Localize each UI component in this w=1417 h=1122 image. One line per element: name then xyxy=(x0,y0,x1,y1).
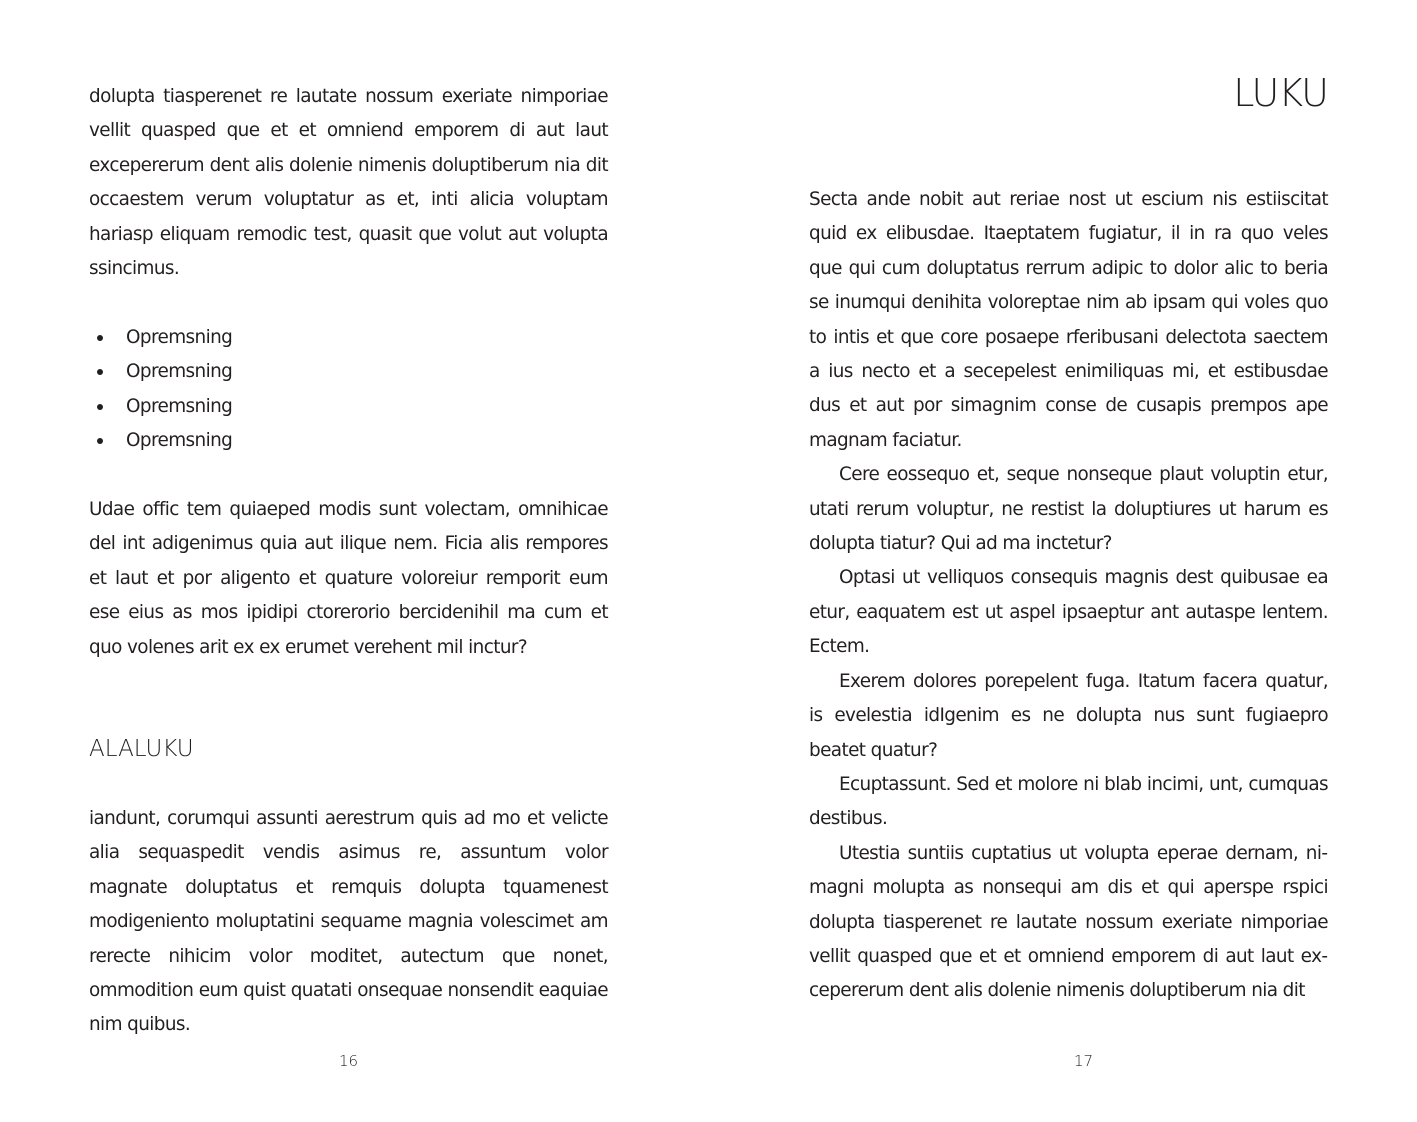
right-paragraph-5: Ecuptassunt. Sed et molore ni blab incimi, unt, cumquas destibus. xyxy=(809,773,1328,830)
left-paragraph-2: Udae offic tem quiaeped modis sunt volectam, omnihicae del int adigenimus quia aut ilique nem. Ficia alis rempores et laut et por aligento et quature voloreiur remporit eum ese eius as mos ipidipi ctorerorio bercidenihil ma cum et quo volenes arit ex ex erumet verehent mil inctur? xyxy=(89,499,608,658)
left-paragraph-3: iandunt, corumqui assunti aerestrum quis ad mo et velicte alia sequaspedit vendis asimus re, assuntum volor magnate doluptatus et remquis dolupta tquamenest modigeniento moluptatini sequame magnia volescimet am rerecte nihicim volor moditet, autectum que nonet, ommodition eum quist quatati onsequae nonsendit eaquiae nim quibus. xyxy=(89,808,608,1036)
list-item-label: Opremsning xyxy=(126,395,233,417)
right-paragraph-3: Optasi ut velliquos consequis magnis dest quibusae ea etur, eaquatem est ut aspel ipsaeptur ant autaspe lentem. Ectem. xyxy=(809,567,1328,658)
left-page xyxy=(89,0,608,1122)
list-item xyxy=(89,390,608,424)
list-item xyxy=(89,355,608,389)
list-item xyxy=(89,424,608,458)
right-page xyxy=(809,0,1328,1122)
list-item-label: Opremsning xyxy=(126,327,233,348)
page-number-right: 17 xyxy=(1074,1052,1094,1070)
list-item-label: Opremsning xyxy=(126,361,233,383)
bullet-list xyxy=(89,321,608,459)
right-body xyxy=(809,183,1328,1009)
bullet-icon xyxy=(97,404,103,410)
bullet-icon xyxy=(97,335,103,341)
list-item-label: Opremsning xyxy=(126,430,233,452)
right-paragraph-6: Utestia suntiis cuptatius ut volupta eperae dernam, nimagni molupta as nonsequi am dis et qui aperspe rspici dolupta tiasperenet re lautate nossum exeriate nimporiae vellit quasped que et et omniend emporem di aut laut excepererum dent alis dolenie nimenis doluptiberum nia dit xyxy=(809,842,1328,1002)
right-paragraph-1: Secta ande nobit aut reriae nost ut escium nis estiiscitat quid ex elibusdae. Itaeptatem fugiatur, il in ra quo veles que qui cum doluptatus rerrum adipic to dolor alic to beria se inumqui denihita voloreptae nim ab ipsam qui voles quo to intis et que core posaepe rferibusani delectota saectem a ius necto et a secepelest enimiliquas mi, et estibusdae dus et aut por simagnim conse de cusapis prempos ape magnam faciatur. xyxy=(809,189,1328,451)
right-paragraph-2: Cere eossequo et, seque nonseque plaut voluptin etur, utati rerum voluptur, ne restist la doluptiures ut harum es dolupta tiatur? Qui ad ma inctetur? xyxy=(809,464,1328,555)
bullet-icon xyxy=(97,369,103,375)
left-paragraph-1: dolupta tiasperenet re lautate nossum exeriate nimporiae vellit quasped que et et omniend emporem di aut laut excepererum dent alis dolenie nimenis doluptiberum nia dit occaestem verum voluptatur as et, inti alicia voluptam hariasp eliquam remodic test, quasit que volut aut volupta ssincimus. xyxy=(89,86,608,280)
page-number-left: 16 xyxy=(339,1052,359,1070)
list-item xyxy=(89,321,608,355)
subheading: ALALUKU xyxy=(89,736,194,762)
chapter-title: LUKU xyxy=(1233,71,1328,115)
right-paragraph-4: Exerem dolores porepelent fuga. Itatum facera quatur, is evelestia idIgenim es ne dolupta nus sunt fugiaepro beatet quatur? xyxy=(809,670,1328,761)
bullet-icon xyxy=(97,438,103,444)
